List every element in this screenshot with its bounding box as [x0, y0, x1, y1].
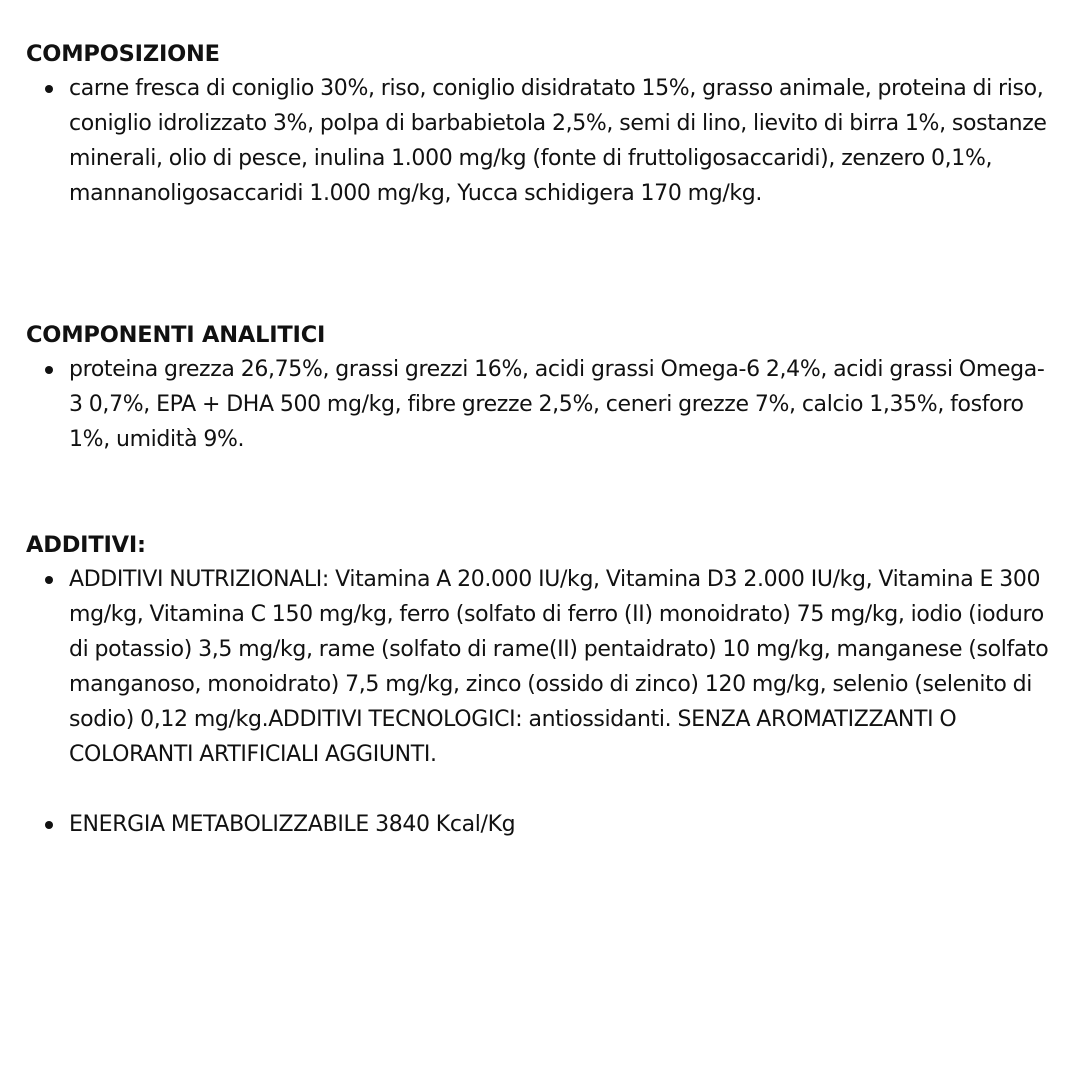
- composition-heading: COMPOSIZIONE: [26, 41, 220, 67]
- composition-item-text: carne fresca di coniglio 30%, riso, coniglio disidratato 15%, grasso animale, proteina di riso, coniglio idrolizzato 3%, polpa di barbabietola 2,5%, semi di lino, lievito di birra 1%, sostanze minerali, olio di pesce, inulina 1.000 mg/kg (fonte di fruttoligosaccaridi), zenzero 0,1%, mannanoligosaccaridi 1.000 mg/kg, Yucca schidigera 170 mg/kg.: [69, 76, 1047, 206]
- bullet-icon: [45, 821, 53, 829]
- bullet-icon: [45, 85, 53, 93]
- analytical-components-item-text: proteina grezza 26,75%, grassi grezzi 16%, acidi grassi Omega-6 2,4%, acidi grassi Omega-3 0,7%, EPA + DHA 500 mg/kg, fibre grezze 2,5%, ceneri grezze 7%, calcio 1,35%, fosforo 1%, umidità 9%.: [69, 357, 1045, 452]
- composition-item: [26, 71, 1056, 211]
- additives-list: [26, 562, 1056, 842]
- bullet-icon: [45, 576, 53, 584]
- analytical-components-heading: COMPONENTI ANALITICI: [26, 322, 326, 348]
- additives-item-text: ADDITIVI NUTRIZIONALI: Vitamina A 20.000 IU/kg, Vitamina D3 2.000 IU/kg, Vitamina E 300 mg/kg, Vitamina C 150 mg/kg, ferro (solfato di ferro (II) monoidrato) 75 mg/kg, iodio (ioduro di potassio) 3,5 mg/kg, rame (solfato di rame(II) pentaidrato) 10 mg/kg, manganese (solfato manganoso, monoidrato) 7,5 mg/kg, zinco (ossido di zinco) 120 mg/kg, selenio (selenito di sodio) 0,12 mg/kg.ADDITIVI TECNOLOGICI: antiossidanti. SENZA AROMATIZZANTI O COLORANTI ARTIFICIALI AGGIUNTI.: [69, 567, 1049, 767]
- analytical-components-list: [26, 352, 1056, 457]
- additives-item: [26, 562, 1056, 772]
- energy-item-text: ENERGIA METABOLIZZABILE 3840 Kcal/Kg: [69, 812, 516, 837]
- composition-section: [26, 39, 1056, 211]
- energy-item: [26, 807, 1056, 842]
- additives-heading: ADDITIVI:: [26, 532, 146, 558]
- analytical-components-item: [26, 352, 1056, 457]
- composition-list: [26, 71, 1056, 211]
- bullet-icon: [45, 366, 53, 374]
- additives-section: [26, 530, 1056, 842]
- analytical-components-section: [26, 320, 1056, 457]
